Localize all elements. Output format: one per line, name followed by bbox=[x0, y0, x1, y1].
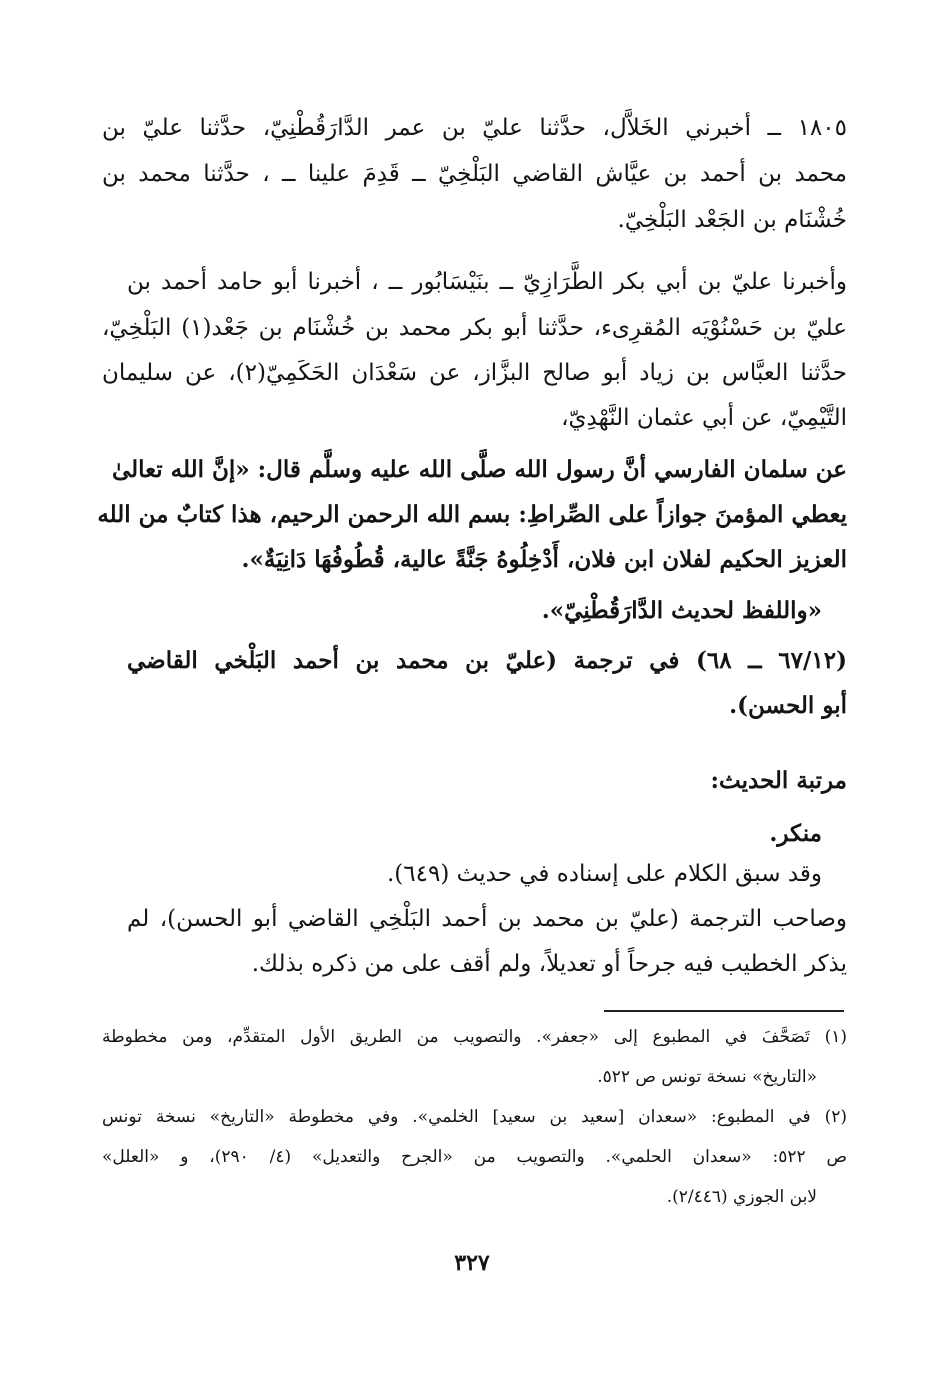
owner-line-2: يذكر الخطيب فيه جرحاً أو تعديلاً، ولم أقف على من ذكره بذلك. bbox=[251, 951, 847, 977]
rank-value: منكر. bbox=[769, 820, 822, 847]
lafz-note: «واللفظ لحديث الدَّارَقُطْنِيّ». bbox=[541, 597, 822, 624]
isnad-line-1: وأخبرنا عليّ بن أبي بكر الطَّرَازِيّ ــ بنَيْسَابُور ــ ، أخبرنا أبو حامد أحمد بن bbox=[127, 269, 847, 295]
isnad-line-4: التَّيْمِيّ، عن أبي عثمان النَّهْدِيّ، bbox=[561, 405, 847, 431]
reference-line-2: أبو الحسن). bbox=[729, 692, 847, 719]
footnote-1-line-1: (١) تَصَحَّفَ في المطبوع إلى «جعفر». والتصويب من الطريق الأول المتقدِّم، ومن مخطوطة bbox=[102, 1027, 847, 1047]
isnad-line-3: حدَّثنا العبَّاس بن زياد أبو صالح البزَّاز، عن سَعْدَان الحَكَمِيّ(٢)، عن سليمان bbox=[102, 360, 847, 386]
hadith-line-1: ١٨٠٥ ــ أخبرني الخَلاَّل، حدَّثنا عليّ بن عمر الدَّارَقُطْنِيّ، حدَّثنا عليّ بن bbox=[102, 115, 847, 141]
reference-line-1: (٦٧/١٢ ــ ٦٨) في ترجمة (عليّ بن محمد بن أحمد البَلْخي القاضي bbox=[127, 647, 847, 674]
page-number: ٣٢٧ bbox=[454, 1250, 490, 1276]
footnote-divider bbox=[604, 1010, 844, 1012]
matn-line-2: يعطي المؤمنَ جوازاً على الصِّراطِ: بسم الله الرحمن الرحيم، هذا كتابٌ من الله bbox=[97, 501, 847, 528]
owner-line-1: وصاحب الترجمة (عليّ بن محمد بن أحمد البَلْخِي القاضي أبو الحسن)، لم bbox=[127, 906, 847, 932]
matn-line-1: عن سلمان الفارسي أنَّ رسول الله صلَّى الله عليه وسلَّم قال: «إنَّ الله تعالىٰ bbox=[111, 456, 847, 483]
footnote-2-line-3: لابن الجوزي (٢/٤٤٦). bbox=[666, 1187, 817, 1207]
hadith-line-2: محمد بن أحمد بن عيَّاش القاضي البَلْخِيّ ــ قَدِمَ علينا ــ ، حدَّثنا محمد بن bbox=[102, 161, 847, 187]
matn-line-3: العزيز الحكيم لفلان ابن فلان، أَدْخِلُوهُ جَنَّةً عالية، قُطُوفُهَا دَانِيَةٌ». bbox=[241, 546, 847, 573]
rank-heading: مرتبة الحديث: bbox=[710, 767, 847, 794]
footnote-1-line-2: «التاريخ» نسخة تونس ص ٥٢٢. bbox=[597, 1067, 817, 1087]
isnad-line-2: عليّ بن حَسْنُوْيَه المُقرِىء، حدَّثنا أبو بكر محمد بن خُشْنَام بن جَعْد(١) البَلْخِيّ، bbox=[102, 315, 847, 341]
footnote-2-line-2: ص ٥٢٢: «سعدان الحلمي». والتصويب من «الجرح والتعديل» (٤/ ٢٩٠)، و «العلل» bbox=[102, 1147, 847, 1167]
footnote-2-line-1: (٢) في المطبوع: «سعدان [سعيد بن سعيد] الخلمي». وفي مخطوطة «التاريخ» نسخة تونس bbox=[102, 1107, 847, 1127]
note-line: وقد سبق الكلام على إسناده في حديث (٦٤٩). bbox=[387, 861, 822, 887]
hadith-line-3: خُشْنَام بن الجَعْد البَلْخِيّ. bbox=[617, 207, 847, 233]
